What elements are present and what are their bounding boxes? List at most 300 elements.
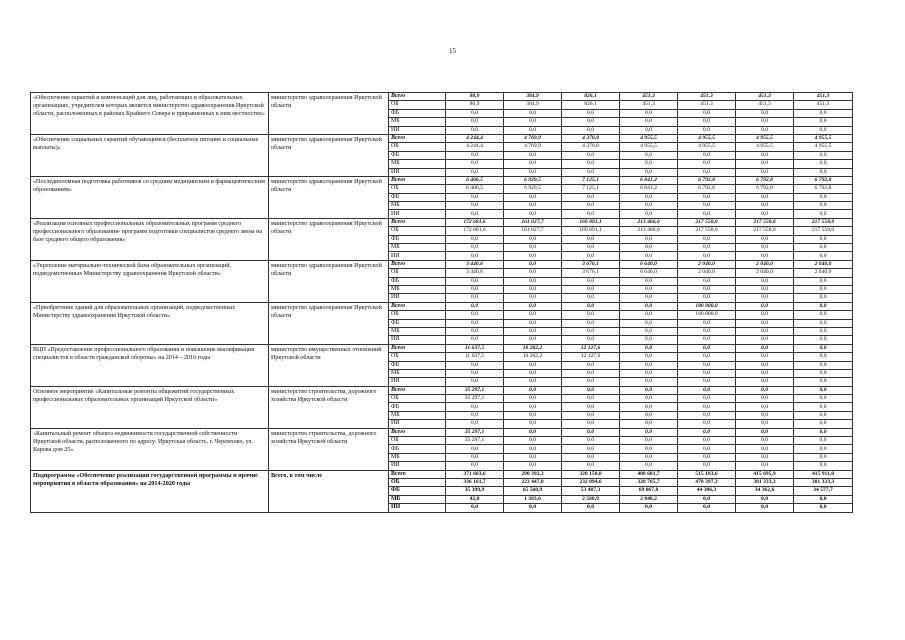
amount-cell: 0,0 (446, 403, 504, 411)
amount-cell: 0,0 (736, 244, 794, 252)
amount-cell: 6 406,5 (446, 185, 504, 193)
amount-cell: 0,0 (678, 462, 736, 470)
amount-cell: 0,0 (678, 168, 736, 176)
amount-cell: 384,9 (504, 93, 562, 101)
amount-cell: 0,0 (678, 160, 736, 168)
amount-cell: 0,0 (736, 495, 794, 503)
amount-cell: 0,0 (736, 462, 794, 470)
amount-cell: 4 955,5 (736, 143, 794, 151)
amount-cell: 0,0 (446, 319, 504, 327)
amount-cell: 0,0 (446, 411, 504, 419)
amount-cell: 35 297,1 (446, 386, 504, 394)
amount-cell: 0,0 (794, 202, 853, 210)
amount-cell: 7 125,1 (562, 176, 620, 184)
activity-description: «Последипломная подготовка работников со средним медицинским и фармацевтическим образованием» (31, 176, 269, 218)
funding-source: МБ (389, 369, 446, 377)
amount-cell: 0,0 (562, 210, 620, 218)
amount-cell: 0,0 (446, 244, 504, 252)
amount-cell: 0,0 (446, 369, 504, 377)
amount-cell: 0,0 (736, 160, 794, 168)
amount-cell: 0,0 (620, 336, 678, 344)
amount-cell: 0,0 (562, 294, 620, 302)
amount-cell: 0,0 (794, 235, 853, 243)
amount-cell: 0,0 (736, 395, 794, 403)
amount-cell: 0,0 (446, 462, 504, 470)
amount-cell: 0,0 (504, 168, 562, 176)
amount-cell: 0,0 (620, 369, 678, 377)
amount-cell: 0,0 (562, 428, 620, 436)
amount-cell: 0,0 (446, 311, 504, 319)
amount-cell: 0,0 (794, 244, 853, 252)
amount-cell: 0,0 (678, 386, 736, 394)
amount-cell: 0,0 (562, 252, 620, 260)
amount-cell: 0,0 (562, 168, 620, 176)
amount-cell: 0,0 (736, 109, 794, 117)
amount-cell: 0,0 (678, 411, 736, 419)
amount-cell: 0,0 (620, 344, 678, 352)
amount-cell: 0,0 (794, 353, 853, 361)
amount-cell: 0,0 (620, 353, 678, 361)
amount-cell: 0,0 (678, 395, 736, 403)
amount-cell: 0,0 (620, 126, 678, 134)
amount-cell: 0,0 (794, 395, 853, 403)
amount-cell: 0,0 (736, 126, 794, 134)
funding-source: ИИ (389, 252, 446, 260)
funding-source: Всего (389, 470, 446, 478)
funding-source: ФБ (389, 193, 446, 201)
amount-cell: 172 681,6 (446, 218, 504, 226)
amount-cell: 4 955,5 (794, 143, 853, 151)
amount-cell: 0,0 (504, 311, 562, 319)
amount-cell: 0,0 (562, 244, 620, 252)
amount-cell: 0,0 (794, 344, 853, 352)
activity-description: «Обеспечение гарантий и компенсаций для лиц, работающих в образовательных организациях, учредителем которых является министерство здравоохранения Иркутской области, расположенных в районах Крайнего Севера и приравненных к ним местностях» (31, 93, 269, 135)
amount-cell: 451,3 (678, 101, 736, 109)
funding-source: Всего (389, 386, 446, 394)
funding-source: ФБ (389, 403, 446, 411)
amount-cell: 0,0 (794, 378, 853, 386)
amount-cell: 0,0 (562, 151, 620, 159)
funding-source: ИИ (389, 462, 446, 470)
amount-cell: 0,0 (794, 151, 853, 159)
amount-cell: 0,0 (678, 126, 736, 134)
amount-cell: 0,0 (620, 252, 678, 260)
amount-cell: 0,0 (446, 285, 504, 293)
amount-cell: 0,0 (794, 319, 853, 327)
amount-cell: 0,0 (736, 361, 794, 369)
funding-source: МБ (389, 411, 446, 419)
amount-cell: 0,0 (736, 369, 794, 377)
amount-cell: 0,0 (678, 344, 736, 352)
amount-cell: 4 955,5 (736, 134, 794, 142)
amount-cell: 0,0 (736, 445, 794, 453)
amount-cell: 0,0 (736, 252, 794, 260)
amount-cell: 0,0 (736, 311, 794, 319)
amount-cell: 328 150,8 (562, 470, 620, 478)
amount-cell: 0,0 (736, 386, 794, 394)
amount-cell: 0,0 (620, 202, 678, 210)
amount-cell: 0,0 (562, 453, 620, 461)
amount-cell: 0,0 (446, 118, 504, 126)
amount-cell: 0,0 (504, 437, 562, 445)
amount-cell: 826,1 (562, 93, 620, 101)
amount-cell: 0,0 (562, 319, 620, 327)
funding-source: МБ (389, 118, 446, 126)
amount-cell: 2 040,0 (678, 269, 736, 277)
amount-cell: 0,0 (678, 403, 736, 411)
funding-source: ОБ (389, 185, 446, 193)
amount-cell: 336 161,7 (446, 478, 504, 486)
amount-cell: 0,0 (504, 118, 562, 126)
amount-cell: 3 440,6 (446, 269, 504, 277)
amount-cell: 0,0 (794, 504, 853, 512)
amount-cell: 0,0 (794, 336, 853, 344)
amount-cell: 53 487,3 (562, 487, 620, 495)
funding-source: ИИ (389, 294, 446, 302)
amount-cell: 35 297,1 (446, 395, 504, 403)
amount-cell: 0,0 (794, 160, 853, 168)
amount-cell: 0,0 (678, 495, 736, 503)
amount-cell: 371 603,6 (446, 470, 504, 478)
funding-source: ФБ (389, 235, 446, 243)
amount-cell: 0,0 (678, 244, 736, 252)
activity-description: «Укрепление материально-технической базы образовательных организаций, подведомственных Министерству здравоохранения Иркутской области» (31, 260, 269, 302)
amount-cell: 0,0 (678, 453, 736, 461)
amount-cell: 0,0 (446, 504, 504, 512)
amount-cell: 0,0 (504, 210, 562, 218)
amount-cell: 6 929,5 (504, 176, 562, 184)
responsible-executor: министерство здравоохранения Иркутской области (269, 176, 389, 218)
amount-cell: 0,0 (678, 294, 736, 302)
amount-cell: 0,0 (562, 420, 620, 428)
amount-cell: 6 841,2 (620, 176, 678, 184)
funding-source: ОБ (389, 478, 446, 486)
amount-cell: 172 681,6 (446, 227, 504, 235)
amount-cell: 4 769,9 (504, 143, 562, 151)
amount-cell: 4 370,8 (562, 134, 620, 142)
amount-cell: 217 558,0 (736, 218, 794, 226)
amount-cell: 80,9 (446, 93, 504, 101)
amount-cell: 451,3 (794, 93, 853, 101)
amount-cell: 0,0 (736, 420, 794, 428)
amount-cell: 217 558,0 (678, 218, 736, 226)
amount-cell: 2 040,0 (794, 260, 853, 268)
amount-cell: 161 027,7 (504, 227, 562, 235)
amount-cell: 0,0 (562, 445, 620, 453)
amount-cell: 0,0 (794, 428, 853, 436)
amount-cell: 0,0 (562, 302, 620, 310)
amount-cell: 0,0 (794, 252, 853, 260)
amount-cell: 6 640,0 (620, 269, 678, 277)
responsible-executor: министерство здравоохранения Иркутской области (269, 218, 389, 260)
table-row (31, 386, 853, 394)
funding-source: ИИ (389, 336, 446, 344)
amount-cell: 12 127,6 (562, 344, 620, 352)
amount-cell: 4 955,5 (620, 134, 678, 142)
amount-cell: 0,0 (446, 168, 504, 176)
amount-cell: 0,0 (446, 160, 504, 168)
amount-cell: 0,0 (678, 118, 736, 126)
amount-cell: 415 695,9 (736, 470, 794, 478)
table-row (31, 428, 853, 436)
amount-cell: 0,0 (794, 445, 853, 453)
activity-description: Подпрограмма «Обеспечение реализации государственной программы и прочие мероприятия в области образования» на 2014-2020 годы (31, 470, 269, 512)
amount-cell: 0,0 (620, 244, 678, 252)
amount-cell: 0,0 (562, 193, 620, 201)
amount-cell: 0,0 (504, 395, 562, 403)
amount-cell: 0,0 (446, 277, 504, 285)
amount-cell: 0,0 (504, 327, 562, 335)
amount-cell: 0,0 (620, 462, 678, 470)
budget-table (30, 92, 853, 513)
responsible-executor: министерство имущественных отношений Иркутской области (269, 344, 389, 386)
amount-cell: 0,0 (736, 118, 794, 126)
amount-cell: 0,0 (562, 462, 620, 470)
funding-source: ИИ (389, 168, 446, 176)
amount-cell: 0,0 (794, 302, 853, 310)
responsible-executor: Всего, в том числе (269, 470, 389, 512)
amount-cell: 0,0 (736, 277, 794, 285)
amount-cell: 0,0 (736, 403, 794, 411)
amount-cell: 34 362,6 (736, 487, 794, 495)
amount-cell: 6 929,5 (504, 185, 562, 193)
amount-cell: 0,0 (794, 462, 853, 470)
amount-cell: 0,0 (736, 193, 794, 201)
amount-cell: 0,0 (562, 126, 620, 134)
amount-cell: 0,0 (620, 420, 678, 428)
amount-cell: 0,0 (446, 453, 504, 461)
amount-cell: 0,0 (504, 252, 562, 260)
amount-cell: 0,0 (794, 420, 853, 428)
amount-cell: 6 792,8 (794, 176, 853, 184)
amount-cell: 6 792,8 (678, 185, 736, 193)
funding-source: Всего (389, 428, 446, 436)
amount-cell: 0,0 (504, 453, 562, 461)
amount-cell: 0,0 (446, 378, 504, 386)
responsible-executor: министерство строительства, дорожного хозяйства Иркутской области (269, 428, 389, 470)
amount-cell: 0,0 (678, 420, 736, 428)
amount-cell: 0,0 (446, 361, 504, 369)
funding-source: ИИ (389, 126, 446, 134)
funding-source: ОБ (389, 395, 446, 403)
amount-cell: 0,0 (678, 285, 736, 293)
amount-cell: 0,0 (794, 109, 853, 117)
amount-cell: 415 911,0 (794, 470, 853, 478)
amount-cell: 0,0 (504, 269, 562, 277)
amount-cell: 0,0 (446, 252, 504, 260)
amount-cell: 4 955,5 (678, 134, 736, 142)
funding-source: ФБ (389, 151, 446, 159)
table-row (31, 134, 853, 142)
amount-cell: 0,0 (794, 285, 853, 293)
amount-cell: 0,0 (620, 193, 678, 201)
funding-source: ОБ (389, 227, 446, 235)
responsible-executor: министерство здравоохранения Иркутской области (269, 134, 389, 176)
amount-cell: 35 297,1 (446, 437, 504, 445)
amount-cell: 0,0 (504, 445, 562, 453)
amount-cell: 0,0 (620, 411, 678, 419)
amount-cell: 0,0 (620, 285, 678, 293)
funding-source: ФБ (389, 487, 446, 495)
amount-cell: 0,0 (620, 210, 678, 218)
funding-source: ФБ (389, 361, 446, 369)
amount-cell: 0,0 (504, 319, 562, 327)
amount-cell: 10 202,2 (504, 344, 562, 352)
amount-cell: 161 027,7 (504, 218, 562, 226)
amount-cell: 0,0 (446, 151, 504, 159)
amount-cell: 0,0 (504, 302, 562, 310)
amount-cell: 0,0 (562, 160, 620, 168)
amount-cell: 2 568,9 (562, 495, 620, 503)
amount-cell: 0,0 (562, 327, 620, 335)
amount-cell: 0,0 (504, 386, 562, 394)
amount-cell: 0,0 (562, 395, 620, 403)
table-row (31, 344, 853, 352)
amount-cell: 213 466,0 (620, 218, 678, 226)
amount-cell: 0,0 (794, 294, 853, 302)
funding-source: МБ (389, 202, 446, 210)
activity-description: ВЦП «Предоставление профессионального образования и повышение квалификации специалистов в области гражданской обороны» на 2014 – 2016 годы (31, 344, 269, 386)
amount-cell: 4 244,4 (446, 143, 504, 151)
amount-cell: 0,0 (504, 126, 562, 134)
amount-cell: 6 792,8 (678, 176, 736, 184)
amount-cell: 381 333,3 (794, 478, 853, 486)
amount-cell: 0,0 (678, 210, 736, 218)
amount-cell: 11 637,5 (446, 353, 504, 361)
amount-cell: 0,0 (620, 395, 678, 403)
amount-cell: 0,0 (562, 437, 620, 445)
amount-cell: 0,0 (678, 327, 736, 335)
amount-cell: 0,0 (736, 210, 794, 218)
funding-source: МБ (389, 495, 446, 503)
activity-description: «Обеспечение социальных гарантий обучающимся (бесплатное питание и социальные выплаты)» (31, 134, 269, 176)
amount-cell: 213 466,0 (620, 227, 678, 235)
amount-cell: 0,0 (562, 378, 620, 386)
amount-cell: 0,0 (736, 294, 794, 302)
amount-cell: 0,0 (504, 336, 562, 344)
amount-cell: 0,0 (678, 428, 736, 436)
funding-source: МБ (389, 244, 446, 252)
amount-cell: 0,0 (562, 403, 620, 411)
amount-cell: 0,0 (620, 428, 678, 436)
amount-cell: 180 000,0 (678, 302, 736, 310)
amount-cell: 0,0 (736, 428, 794, 436)
funding-source: ИИ (389, 378, 446, 386)
amount-cell: 0,0 (504, 403, 562, 411)
amount-cell: 0,0 (620, 504, 678, 512)
budget-table-body (31, 93, 853, 513)
amount-cell: 0,0 (620, 319, 678, 327)
amount-cell: 0,0 (562, 285, 620, 293)
amount-cell: 2 040,0 (736, 260, 794, 268)
amount-cell: 0,0 (620, 311, 678, 319)
amount-cell: 0,0 (678, 369, 736, 377)
amount-cell: 217 558,0 (678, 227, 736, 235)
amount-cell: 0,0 (504, 504, 562, 512)
amount-cell: 0,0 (562, 411, 620, 419)
funding-source: МБ (389, 453, 446, 461)
amount-cell: 0,0 (736, 353, 794, 361)
amount-cell: 0,0 (446, 109, 504, 117)
amount-cell: 0,0 (620, 403, 678, 411)
amount-cell: 290 392,3 (504, 470, 562, 478)
amount-cell: 0,0 (620, 361, 678, 369)
amount-cell: 0,0 (562, 369, 620, 377)
amount-cell: 0,0 (504, 411, 562, 419)
funding-source: Всего (389, 260, 446, 268)
amount-cell: 0,0 (736, 411, 794, 419)
amount-cell: 0,0 (794, 495, 853, 503)
amount-cell: 0,0 (504, 109, 562, 117)
amount-cell: 0,0 (562, 118, 620, 126)
amount-cell: 2 040,0 (736, 269, 794, 277)
amount-cell: 384,9 (504, 101, 562, 109)
amount-cell: 0,0 (794, 193, 853, 201)
amount-cell: 451,3 (736, 93, 794, 101)
amount-cell: 0,0 (562, 386, 620, 394)
amount-cell: 0,0 (562, 361, 620, 369)
amount-cell: 0,0 (678, 445, 736, 453)
amount-cell: 0,0 (504, 160, 562, 168)
amount-cell: 4 370,8 (562, 143, 620, 151)
amount-cell: 80,9 (446, 101, 504, 109)
amount-cell: 381 333,3 (736, 478, 794, 486)
amount-cell: 0,0 (504, 260, 562, 268)
amount-cell: 0,0 (562, 277, 620, 285)
amount-cell: 0,0 (794, 361, 853, 369)
amount-cell: 0,0 (736, 336, 794, 344)
responsible-executor: министерство здравоохранения Иркутской области (269, 302, 389, 344)
funding-source: ИИ (389, 210, 446, 218)
amount-cell: 0,0 (736, 285, 794, 293)
amount-cell: 6 792,8 (736, 185, 794, 193)
amount-cell: 10 202,2 (504, 353, 562, 361)
amount-cell: 0,0 (620, 160, 678, 168)
amount-cell: 6 406,5 (446, 176, 504, 184)
amount-cell: 0,0 (794, 126, 853, 134)
funding-source: ОБ (389, 269, 446, 277)
amount-cell: 0,0 (446, 126, 504, 134)
amount-cell: 0,0 (504, 277, 562, 285)
amount-cell: 0,0 (446, 193, 504, 201)
amount-cell: 0,0 (794, 327, 853, 335)
amount-cell: 4 955,5 (794, 134, 853, 142)
amount-cell: 0,0 (504, 235, 562, 243)
amount-cell: 0,0 (678, 361, 736, 369)
amount-cell: 0,0 (736, 168, 794, 176)
amount-cell: 0,0 (562, 311, 620, 319)
amount-cell: 0,0 (794, 277, 853, 285)
amount-cell: 35 297,1 (446, 428, 504, 436)
table-row (31, 218, 853, 226)
amount-cell: 470 397,3 (678, 478, 736, 486)
amount-cell: 7 125,1 (562, 185, 620, 193)
amount-cell: 69 067,8 (620, 487, 678, 495)
amount-cell: 4 955,5 (620, 143, 678, 151)
amount-cell: 6 841,2 (620, 185, 678, 193)
amount-cell: 0,0 (678, 109, 736, 117)
amount-cell: 0,0 (736, 344, 794, 352)
funding-source: ОБ (389, 311, 446, 319)
amount-cell: 34 577,7 (794, 487, 853, 495)
amount-cell: 0,0 (678, 193, 736, 201)
amount-cell: 451,3 (794, 101, 853, 109)
amount-cell: 3 676,1 (562, 269, 620, 277)
amount-cell: 0,0 (504, 428, 562, 436)
amount-cell: 217 558,0 (794, 227, 853, 235)
amount-cell: 451,3 (736, 101, 794, 109)
amount-cell: 0,0 (620, 327, 678, 335)
